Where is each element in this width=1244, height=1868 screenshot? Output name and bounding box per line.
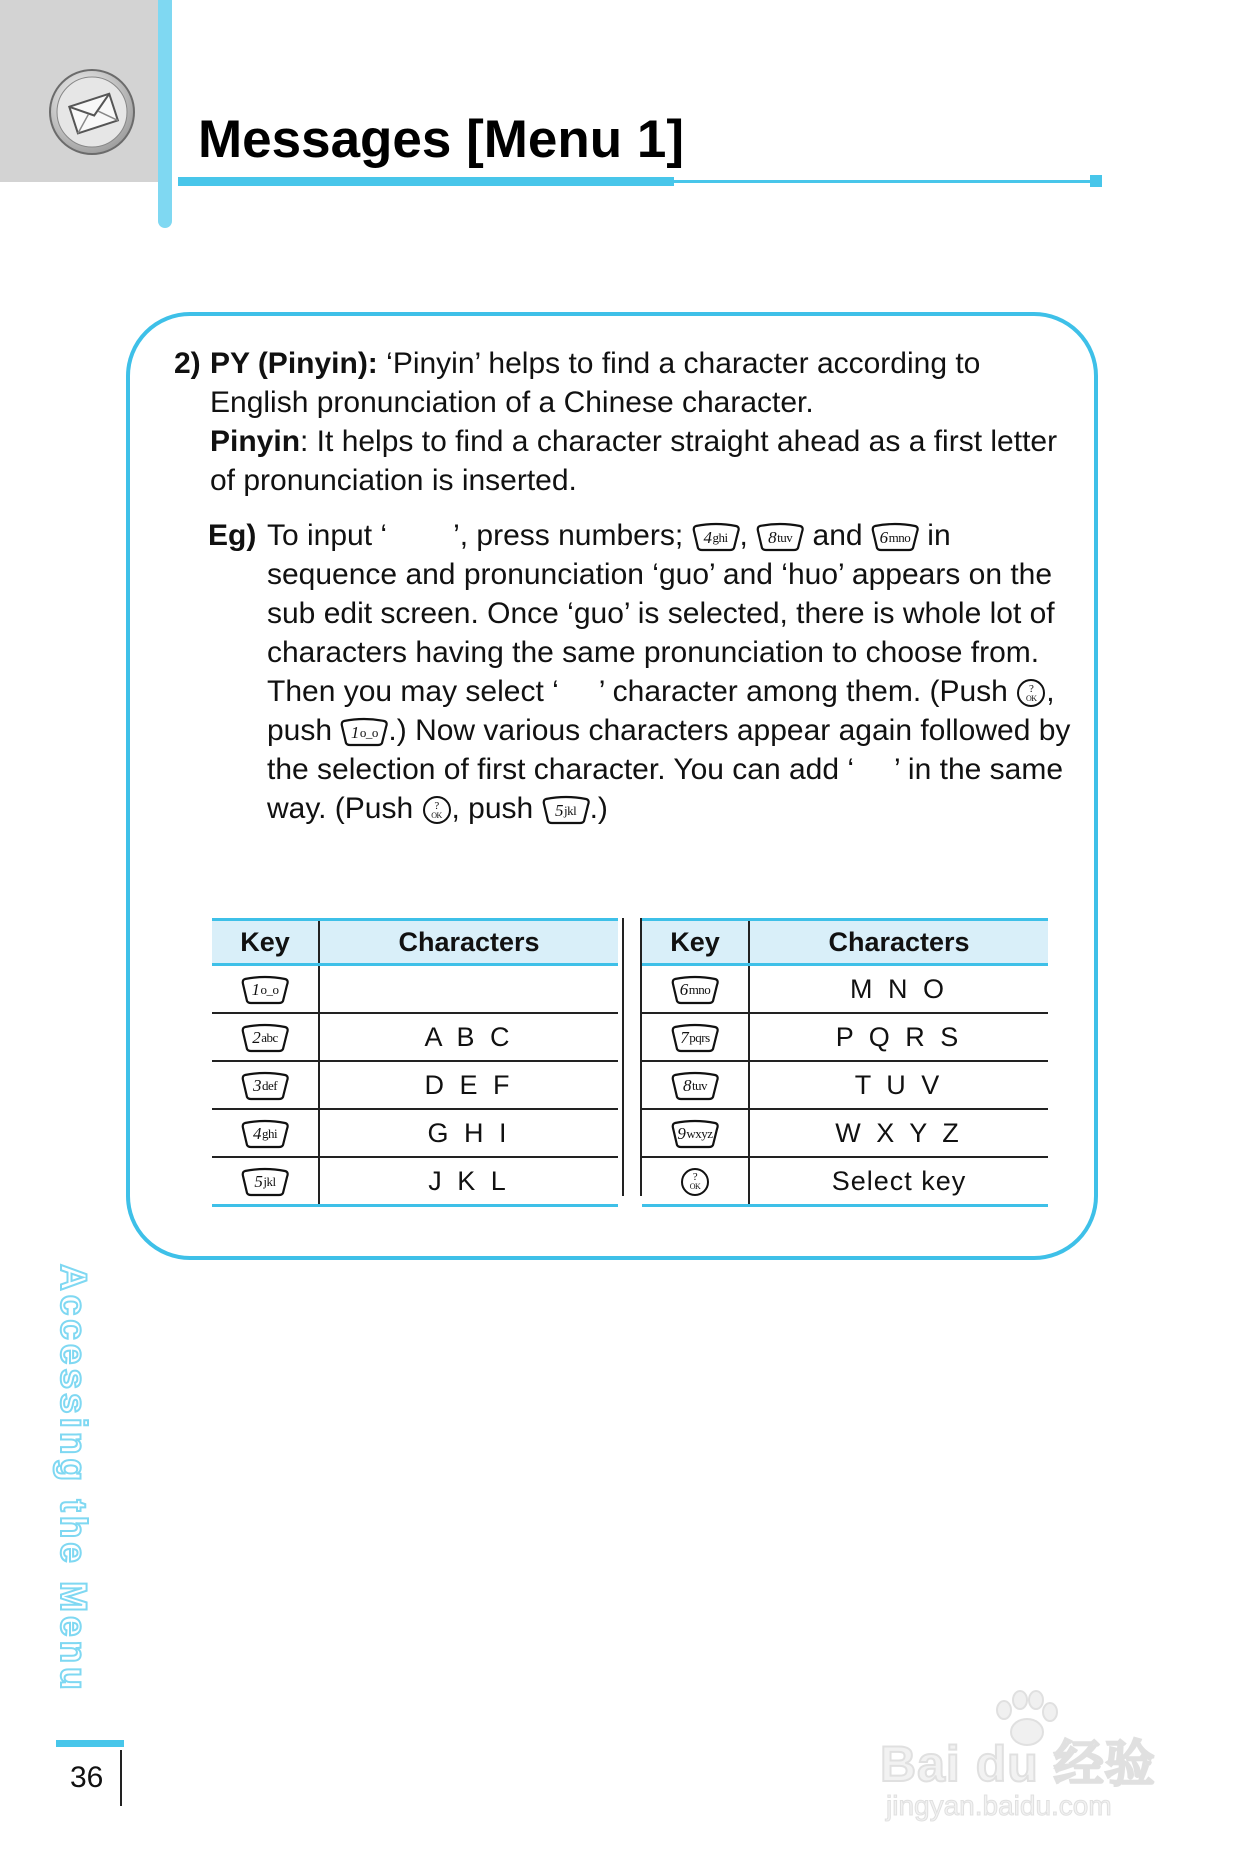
corner-stripe	[158, 0, 172, 228]
table-row	[212, 1013, 618, 1061]
key-6-icon: 6 mno	[871, 522, 919, 552]
page-number-rule	[56, 1740, 124, 1747]
watermark-url: jingyan.baidu.com	[886, 1790, 1112, 1821]
item-heading: PY (Pinyin):	[210, 347, 378, 380]
example-s9: ’ in the same way. (Push	[267, 753, 1064, 825]
page-number: 36	[70, 1761, 104, 1794]
key-4-icon: 4 ghi	[692, 522, 740, 552]
example-s7: , push	[267, 675, 1055, 747]
characters-cell: M N O	[749, 965, 1048, 1014]
characters-cell: G H I	[319, 1109, 618, 1157]
characters-cell: A B C	[319, 1013, 618, 1061]
example-s4: and	[812, 519, 863, 552]
characters-cell: Select key	[749, 1157, 1048, 1206]
table-row	[212, 965, 618, 1014]
ok-key-icon: ? OK	[680, 1167, 710, 1197]
section-side-label	[53, 1264, 98, 1734]
title-underline-end	[1090, 175, 1102, 187]
column-header-key: Key	[642, 920, 749, 965]
key-3-icon: 3 def	[241, 1071, 289, 1101]
table-divider	[622, 918, 642, 1196]
watermark	[880, 1690, 1180, 1830]
pinyin-label: Pinyin	[210, 425, 301, 458]
example-s3: ,	[739, 519, 748, 552]
table-row	[642, 965, 1048, 1014]
key-9-icon: 9 wxyz	[671, 1119, 719, 1149]
example-s8: .) Now various characters appear again followed by the selection of first character. You can add ‘	[267, 714, 1071, 786]
characters-cell: J K L	[319, 1157, 618, 1206]
characters-cell: T U V	[749, 1061, 1048, 1109]
ok-key-icon: ? OK	[422, 795, 452, 825]
characters-cell: W X Y Z	[749, 1109, 1048, 1157]
table-row	[212, 1109, 618, 1157]
example-label: Eg)	[208, 519, 257, 552]
pinyin-description	[210, 344, 1070, 500]
key-1-icon: 1 o_o	[340, 717, 388, 747]
example-s2: ’, press numbers;	[453, 519, 684, 552]
column-header-characters: Characters	[749, 920, 1048, 965]
key-1-icon: 1 o_o	[241, 975, 289, 1005]
example-s6: ’ character among them. (Push	[598, 675, 1008, 708]
page-title: Messages [Menu 1]	[198, 110, 684, 169]
example-s1: To input ‘	[267, 519, 388, 552]
table-row	[642, 1157, 1048, 1206]
characters-cell: P Q R S	[749, 1013, 1048, 1061]
table-row	[642, 1109, 1048, 1157]
key-table-right	[642, 918, 1048, 1207]
column-header-key: Key	[212, 920, 319, 965]
key-5-icon: 5 jkl	[241, 1167, 289, 1197]
item-text-1: ‘Pinyin’ helps to find a character according to English pronunciation of a Chinese character.	[210, 347, 981, 419]
key-7-icon: 7 pqrs	[671, 1023, 719, 1053]
watermark-brand: Bai du 经验	[880, 1736, 1156, 1792]
key-8-icon: 8 tuv	[671, 1071, 719, 1101]
example-s10: , push	[451, 792, 534, 825]
table-row	[212, 1157, 618, 1206]
title-underline-thin	[674, 180, 1094, 183]
key-4-icon: 4 ghi	[241, 1119, 289, 1149]
characters-cell	[319, 965, 618, 1014]
item-text-2: : It helps to find a character straight ahead as a first letter of pronunciation is inserted.	[210, 425, 1058, 497]
item-number: 2)	[174, 347, 201, 380]
key-5-icon: 5 jkl	[542, 795, 590, 825]
column-header-characters: Characters	[319, 920, 618, 965]
table-row	[212, 1061, 618, 1109]
key-8-icon: 8 tuv	[756, 522, 804, 552]
example-s5: in sequence and pronunciation ‘guo’ and ‘huo’ appears on the sub edit screen. Once ‘guo’ is selected, there is whole lot of characters having the same pronunciation to choose from. Then you may select ‘	[267, 519, 1055, 708]
side-label-text: Accessing the Menu	[53, 1264, 94, 1694]
envelope-icon	[46, 66, 138, 158]
key-2-icon: 2 abc	[241, 1023, 289, 1053]
key-6-icon: 6 mno	[671, 975, 719, 1005]
ok-key-icon: ? OK	[1016, 678, 1046, 708]
title-underline	[178, 177, 674, 186]
characters-cell: D E F	[319, 1061, 618, 1109]
page-number-divider	[120, 1750, 122, 1806]
table-row	[642, 1013, 1048, 1061]
key-table-left	[212, 918, 618, 1207]
example-s11: .)	[589, 792, 608, 825]
example-text	[267, 516, 1077, 828]
table-row	[642, 1061, 1048, 1109]
